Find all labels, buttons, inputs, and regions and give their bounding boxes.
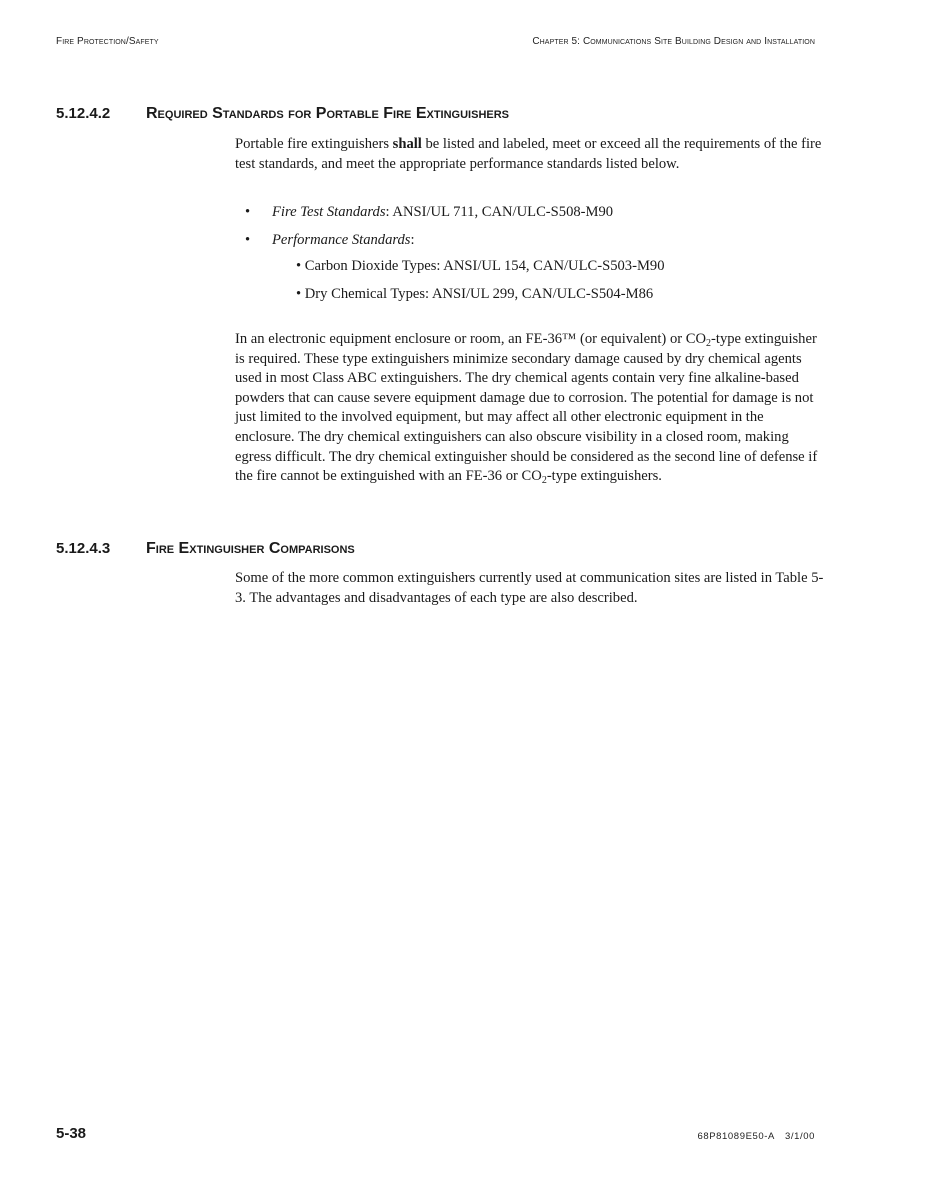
list-item-label: Fire Test Standards bbox=[272, 204, 386, 220]
comparisons-paragraph bbox=[235, 569, 825, 608]
intro-text-start: Portable fire extinguishers bbox=[235, 136, 393, 152]
bullet-icon: • bbox=[245, 204, 251, 220]
subscript: 2 bbox=[706, 338, 712, 349]
sub-list-item: • Dry Chemical Types: ANSI/UL 299, CAN/ULC-S504-M86 bbox=[296, 286, 654, 302]
section-title: Fire Extinguisher Comparisons bbox=[146, 540, 355, 557]
list-item bbox=[245, 204, 613, 232]
intro-text-end: be listed and labeled, meet or exceed all the requirements of the fire test standards, and meet the appropriate performance standards listed below. bbox=[235, 136, 822, 172]
list-item-label: Performance Standards bbox=[272, 232, 411, 248]
footer-doc-info bbox=[697, 1131, 815, 1142]
performance-standards-list bbox=[296, 258, 665, 314]
bullet-icon: • bbox=[245, 232, 251, 248]
paragraph-text: -type extinguisher is required. These type extinguishers minimize secondary damage caused by dry chemical agents used in most Class ABC extinguishers. The dry chemical agents contain very fine alkaline-based powders that can cause severe equipment damage due to corrosion. The potential for damage is not just limited to the involved equipment, but may affect all other electronic equipment in the enclosure. The dry chemical extinguishers can also obscure visibility in a closed room, making egress difficult. The dry chemical extinguisher should be considered as the second line of defense if the fire cannot be extinguished with an FE-36 or CO bbox=[235, 331, 818, 485]
running-header-left: Fire Protection/Safety bbox=[56, 36, 159, 47]
document-date: 3/1/00 bbox=[784, 1131, 815, 1142]
paragraph-text: Some of the more common extinguishers currently used at communication sites are listed in Table 5-3. The advantages and disadvantages of each type are also described. bbox=[235, 570, 824, 606]
extinguisher-paragraph bbox=[235, 330, 825, 487]
running-header-right: Chapter 5: Communications Site Building Design and Installation bbox=[532, 36, 815, 47]
section-number: 5.12.4.2 bbox=[56, 105, 111, 122]
section-number: 5.12.4.3 bbox=[56, 540, 111, 557]
document-id: 68P81089E50-A bbox=[697, 1131, 775, 1142]
list-item-text: : ANSI/UL 711, CAN/ULC-S508-M90 bbox=[385, 204, 614, 220]
section-heading-5-12-4-3 bbox=[56, 540, 355, 558]
intro-paragraph bbox=[235, 135, 825, 174]
standards-list bbox=[245, 204, 613, 260]
subscript: 2 bbox=[541, 475, 547, 487]
section-heading-5-12-4-2 bbox=[56, 105, 509, 123]
list-item bbox=[245, 232, 613, 260]
page-number: 5-38 bbox=[56, 1125, 87, 1142]
shall-keyword: shall bbox=[392, 136, 422, 152]
paragraph-text: -type extinguishers. bbox=[546, 468, 662, 485]
list-item-text: : bbox=[410, 232, 415, 248]
paragraph-text: In an electronic equipment enclosure or room, an FE-36™ (or equivalent) or CO bbox=[235, 331, 707, 347]
section-title: Required Standards for Portable Fire Extinguishers bbox=[146, 105, 510, 122]
sub-list-item: • Carbon Dioxide Types: ANSI/UL 154, CAN/ULC-S503-M90 bbox=[296, 258, 665, 274]
